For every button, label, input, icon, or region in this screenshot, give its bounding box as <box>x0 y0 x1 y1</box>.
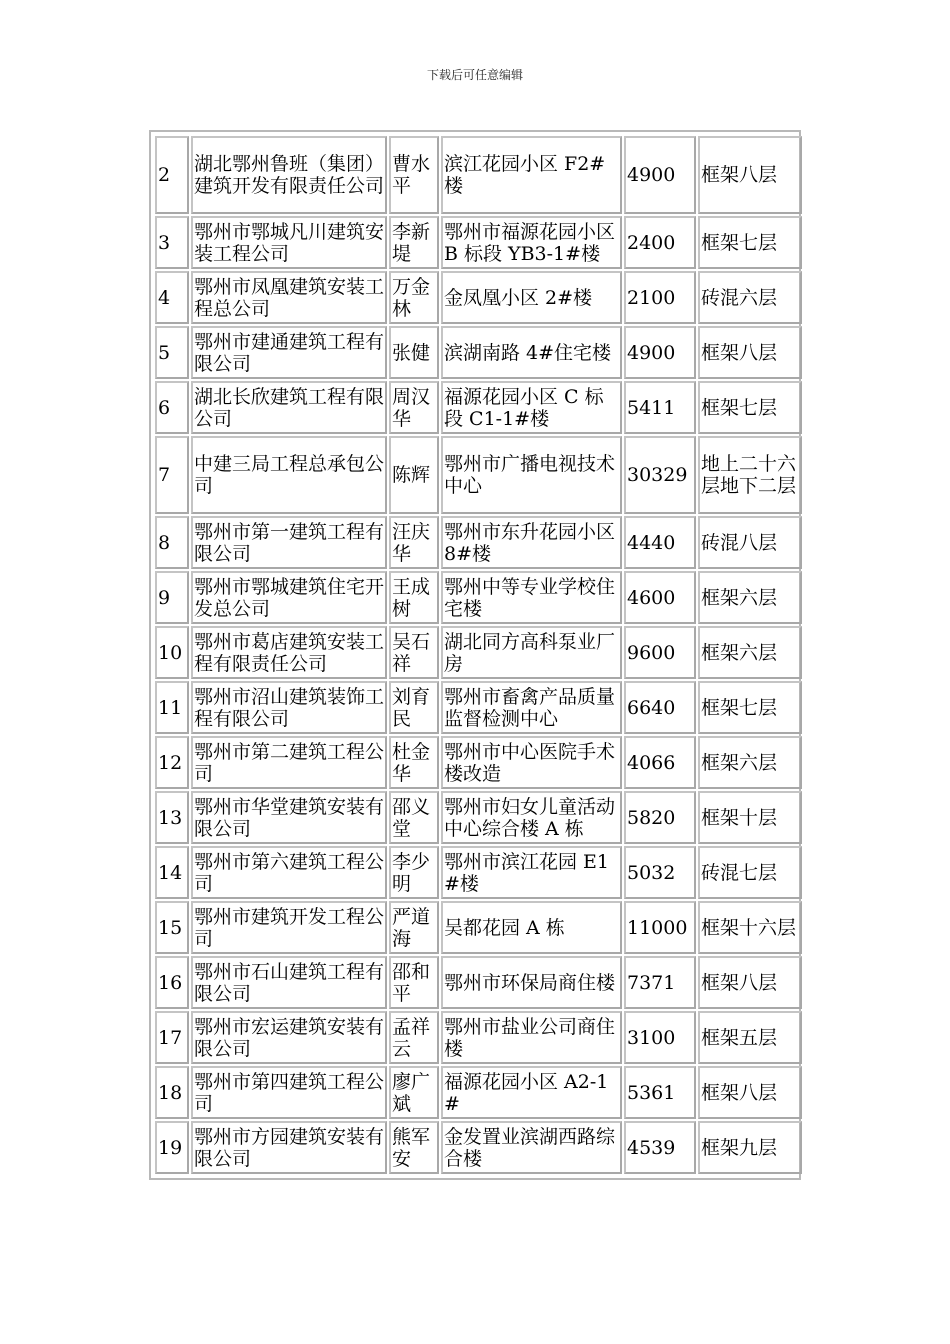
cell-number: 12 <box>155 736 189 789</box>
cell-structure: 框架五层 <box>698 1011 802 1064</box>
cell-project-manager: 孟祥云 <box>389 1011 439 1064</box>
table-row <box>155 901 802 954</box>
cell-project-manager: 熊军安 <box>389 1121 439 1174</box>
cell-number: 2 <box>155 136 189 214</box>
cell-project-manager: 万金林 <box>389 271 439 324</box>
cell-project-name: 鄂州市滨江花园 E1#楼 <box>441 846 622 899</box>
cell-area: 3100 <box>624 1011 696 1064</box>
cell-number: 19 <box>155 1121 189 1174</box>
cell-construction-unit: 鄂州市鄂城建筑住宅开发总公司 <box>191 571 387 624</box>
table-row <box>155 1011 802 1064</box>
cell-project-manager: 李新堤 <box>389 216 439 269</box>
table-row <box>155 626 802 679</box>
cell-structure: 砖混八层 <box>698 516 802 569</box>
cell-area: 2100 <box>624 271 696 324</box>
cell-number: 6 <box>155 381 189 434</box>
cell-project-name: 鄂州市东升花园小区 8#楼 <box>441 516 622 569</box>
cell-project-name: 滨湖南路 4#住宅楼 <box>441 326 622 379</box>
cell-project-name: 金发置业滨湖西路综合楼 <box>441 1121 622 1174</box>
table-body <box>155 136 802 1174</box>
cell-project-manager: 曹水平 <box>389 136 439 214</box>
cell-project-name: 鄂州中等专业学校住宅楼 <box>441 571 622 624</box>
cell-project-manager: 廖广斌 <box>389 1066 439 1119</box>
cell-project-manager: 张健 <box>389 326 439 379</box>
cell-structure: 框架七层 <box>698 216 802 269</box>
cell-number: 15 <box>155 901 189 954</box>
cell-project-name: 鄂州市福源花园小区 B 标段 YB3-1#楼 <box>441 216 622 269</box>
cell-number: 14 <box>155 846 189 899</box>
cell-project-name: 福源花园小区 C 标段 C1-1#楼 <box>441 381 622 434</box>
cell-structure: 框架十六层 <box>698 901 802 954</box>
table-row <box>155 956 802 1009</box>
cell-number: 10 <box>155 626 189 679</box>
table-row <box>155 436 802 514</box>
cell-area: 7371 <box>624 956 696 1009</box>
cell-area: 4600 <box>624 571 696 624</box>
cell-area: 5411 <box>624 381 696 434</box>
cell-project-manager: 李少明 <box>389 846 439 899</box>
cell-number: 16 <box>155 956 189 1009</box>
cell-area: 9600 <box>624 626 696 679</box>
cell-project-manager: 刘育民 <box>389 681 439 734</box>
cell-area: 4066 <box>624 736 696 789</box>
table-row <box>155 516 802 569</box>
cell-construction-unit: 湖北长欣建筑工程有限公司 <box>191 381 387 434</box>
cell-number: 13 <box>155 791 189 844</box>
table-row <box>155 791 802 844</box>
cell-project-name: 湖北同方高科泵业厂房 <box>441 626 622 679</box>
cell-area: 4440 <box>624 516 696 569</box>
cell-area: 5820 <box>624 791 696 844</box>
cell-project-manager: 周汉华 <box>389 381 439 434</box>
table-row <box>155 681 802 734</box>
cell-project-manager: 杜金华 <box>389 736 439 789</box>
cell-number: 4 <box>155 271 189 324</box>
cell-project-manager: 汪庆华 <box>389 516 439 569</box>
cell-area: 4900 <box>624 136 696 214</box>
cell-project-name: 鄂州市畜禽产品质量监督检测中心 <box>441 681 622 734</box>
cell-number: 5 <box>155 326 189 379</box>
cell-structure: 框架九层 <box>698 1121 802 1174</box>
table-row <box>155 571 802 624</box>
cell-construction-unit: 鄂州市凤凰建筑安装工程总公司 <box>191 271 387 324</box>
table-row <box>155 736 802 789</box>
cell-structure: 框架六层 <box>698 626 802 679</box>
cell-construction-unit: 中建三局工程总承包公司 <box>191 436 387 514</box>
cell-structure: 框架八层 <box>698 1066 802 1119</box>
cell-construction-unit: 鄂州市宏运建筑安装有限公司 <box>191 1011 387 1064</box>
cell-number: 18 <box>155 1066 189 1119</box>
table-row <box>155 381 802 434</box>
cell-number: 8 <box>155 516 189 569</box>
table-row <box>155 216 802 269</box>
cell-structure: 地上二十六层地下二层 <box>698 436 802 514</box>
cell-project-manager: 严道海 <box>389 901 439 954</box>
project-table-grid <box>153 134 804 1176</box>
page-header: 下载后可任意编辑 <box>426 68 523 82</box>
cell-project-name: 鄂州市广播电视技术中心 <box>441 436 622 514</box>
cell-structure: 框架六层 <box>698 736 802 789</box>
cell-project-name: 金凤凰小区 2#楼 <box>441 271 622 324</box>
cell-number: 9 <box>155 571 189 624</box>
cell-area: 4539 <box>624 1121 696 1174</box>
cell-project-manager: 吴石祥 <box>389 626 439 679</box>
cell-project-name: 鄂州市盐业公司商住楼 <box>441 1011 622 1064</box>
cell-construction-unit: 鄂州市建筑开发工程公司 <box>191 901 387 954</box>
cell-structure: 砖混七层 <box>698 846 802 899</box>
cell-construction-unit: 鄂州市建通建筑工程有限公司 <box>191 326 387 379</box>
cell-construction-unit: 湖北鄂州鲁班（集团）建筑开发有限责任公司 <box>191 136 387 214</box>
cell-construction-unit: 鄂州市鄂城凡川建筑安装工程公司 <box>191 216 387 269</box>
table-row <box>155 1066 802 1119</box>
cell-construction-unit: 鄂州市第四建筑工程公司 <box>191 1066 387 1119</box>
cell-area: 5032 <box>624 846 696 899</box>
cell-construction-unit: 鄂州市华堂建筑安装有限公司 <box>191 791 387 844</box>
cell-area: 6640 <box>624 681 696 734</box>
cell-structure: 框架十层 <box>698 791 802 844</box>
cell-structure: 框架八层 <box>698 136 802 214</box>
cell-structure: 框架六层 <box>698 571 802 624</box>
cell-area: 4900 <box>624 326 696 379</box>
cell-project-name: 鄂州市中心医院手术楼改造 <box>441 736 622 789</box>
cell-number: 7 <box>155 436 189 514</box>
cell-number: 17 <box>155 1011 189 1064</box>
cell-project-manager: 邵义堂 <box>389 791 439 844</box>
cell-project-manager: 王成树 <box>389 571 439 624</box>
cell-structure: 框架七层 <box>698 381 802 434</box>
cell-project-name: 福源花园小区 A2-1# <box>441 1066 622 1119</box>
cell-project-name: 鄂州市环保局商住楼 <box>441 956 622 1009</box>
table-row <box>155 136 802 214</box>
cell-project-name: 吴都花园 A 栋 <box>441 901 622 954</box>
cell-area: 5361 <box>624 1066 696 1119</box>
cell-construction-unit: 鄂州市葛店建筑安装工程有限责任公司 <box>191 626 387 679</box>
cell-construction-unit: 鄂州市沼山建筑装饰工程有限公司 <box>191 681 387 734</box>
cell-area: 11000 <box>624 901 696 954</box>
cell-project-manager: 陈辉 <box>389 436 439 514</box>
cell-number: 11 <box>155 681 189 734</box>
cell-number: 3 <box>155 216 189 269</box>
cell-construction-unit: 鄂州市方园建筑安装有限公司 <box>191 1121 387 1174</box>
cell-structure: 框架七层 <box>698 681 802 734</box>
cell-structure: 砖混六层 <box>698 271 802 324</box>
cell-project-manager: 邵和平 <box>389 956 439 1009</box>
cell-construction-unit: 鄂州市第二建筑工程公司 <box>191 736 387 789</box>
cell-structure: 框架八层 <box>698 326 802 379</box>
cell-project-name: 鄂州市妇女儿童活动中心综合楼 A 栋 <box>441 791 622 844</box>
cell-structure: 框架八层 <box>698 956 802 1009</box>
cell-area: 30329 <box>624 436 696 514</box>
cell-area: 2400 <box>624 216 696 269</box>
cell-project-name: 滨江花园小区 F2#楼 <box>441 136 622 214</box>
cell-construction-unit: 鄂州市第六建筑工程公司 <box>191 846 387 899</box>
table-row <box>155 846 802 899</box>
cell-construction-unit: 鄂州市石山建筑工程有限公司 <box>191 956 387 1009</box>
table-row <box>155 271 802 324</box>
table-row <box>155 326 802 379</box>
table-row <box>155 1121 802 1174</box>
project-table <box>149 130 801 1180</box>
cell-construction-unit: 鄂州市第一建筑工程有限公司 <box>191 516 387 569</box>
